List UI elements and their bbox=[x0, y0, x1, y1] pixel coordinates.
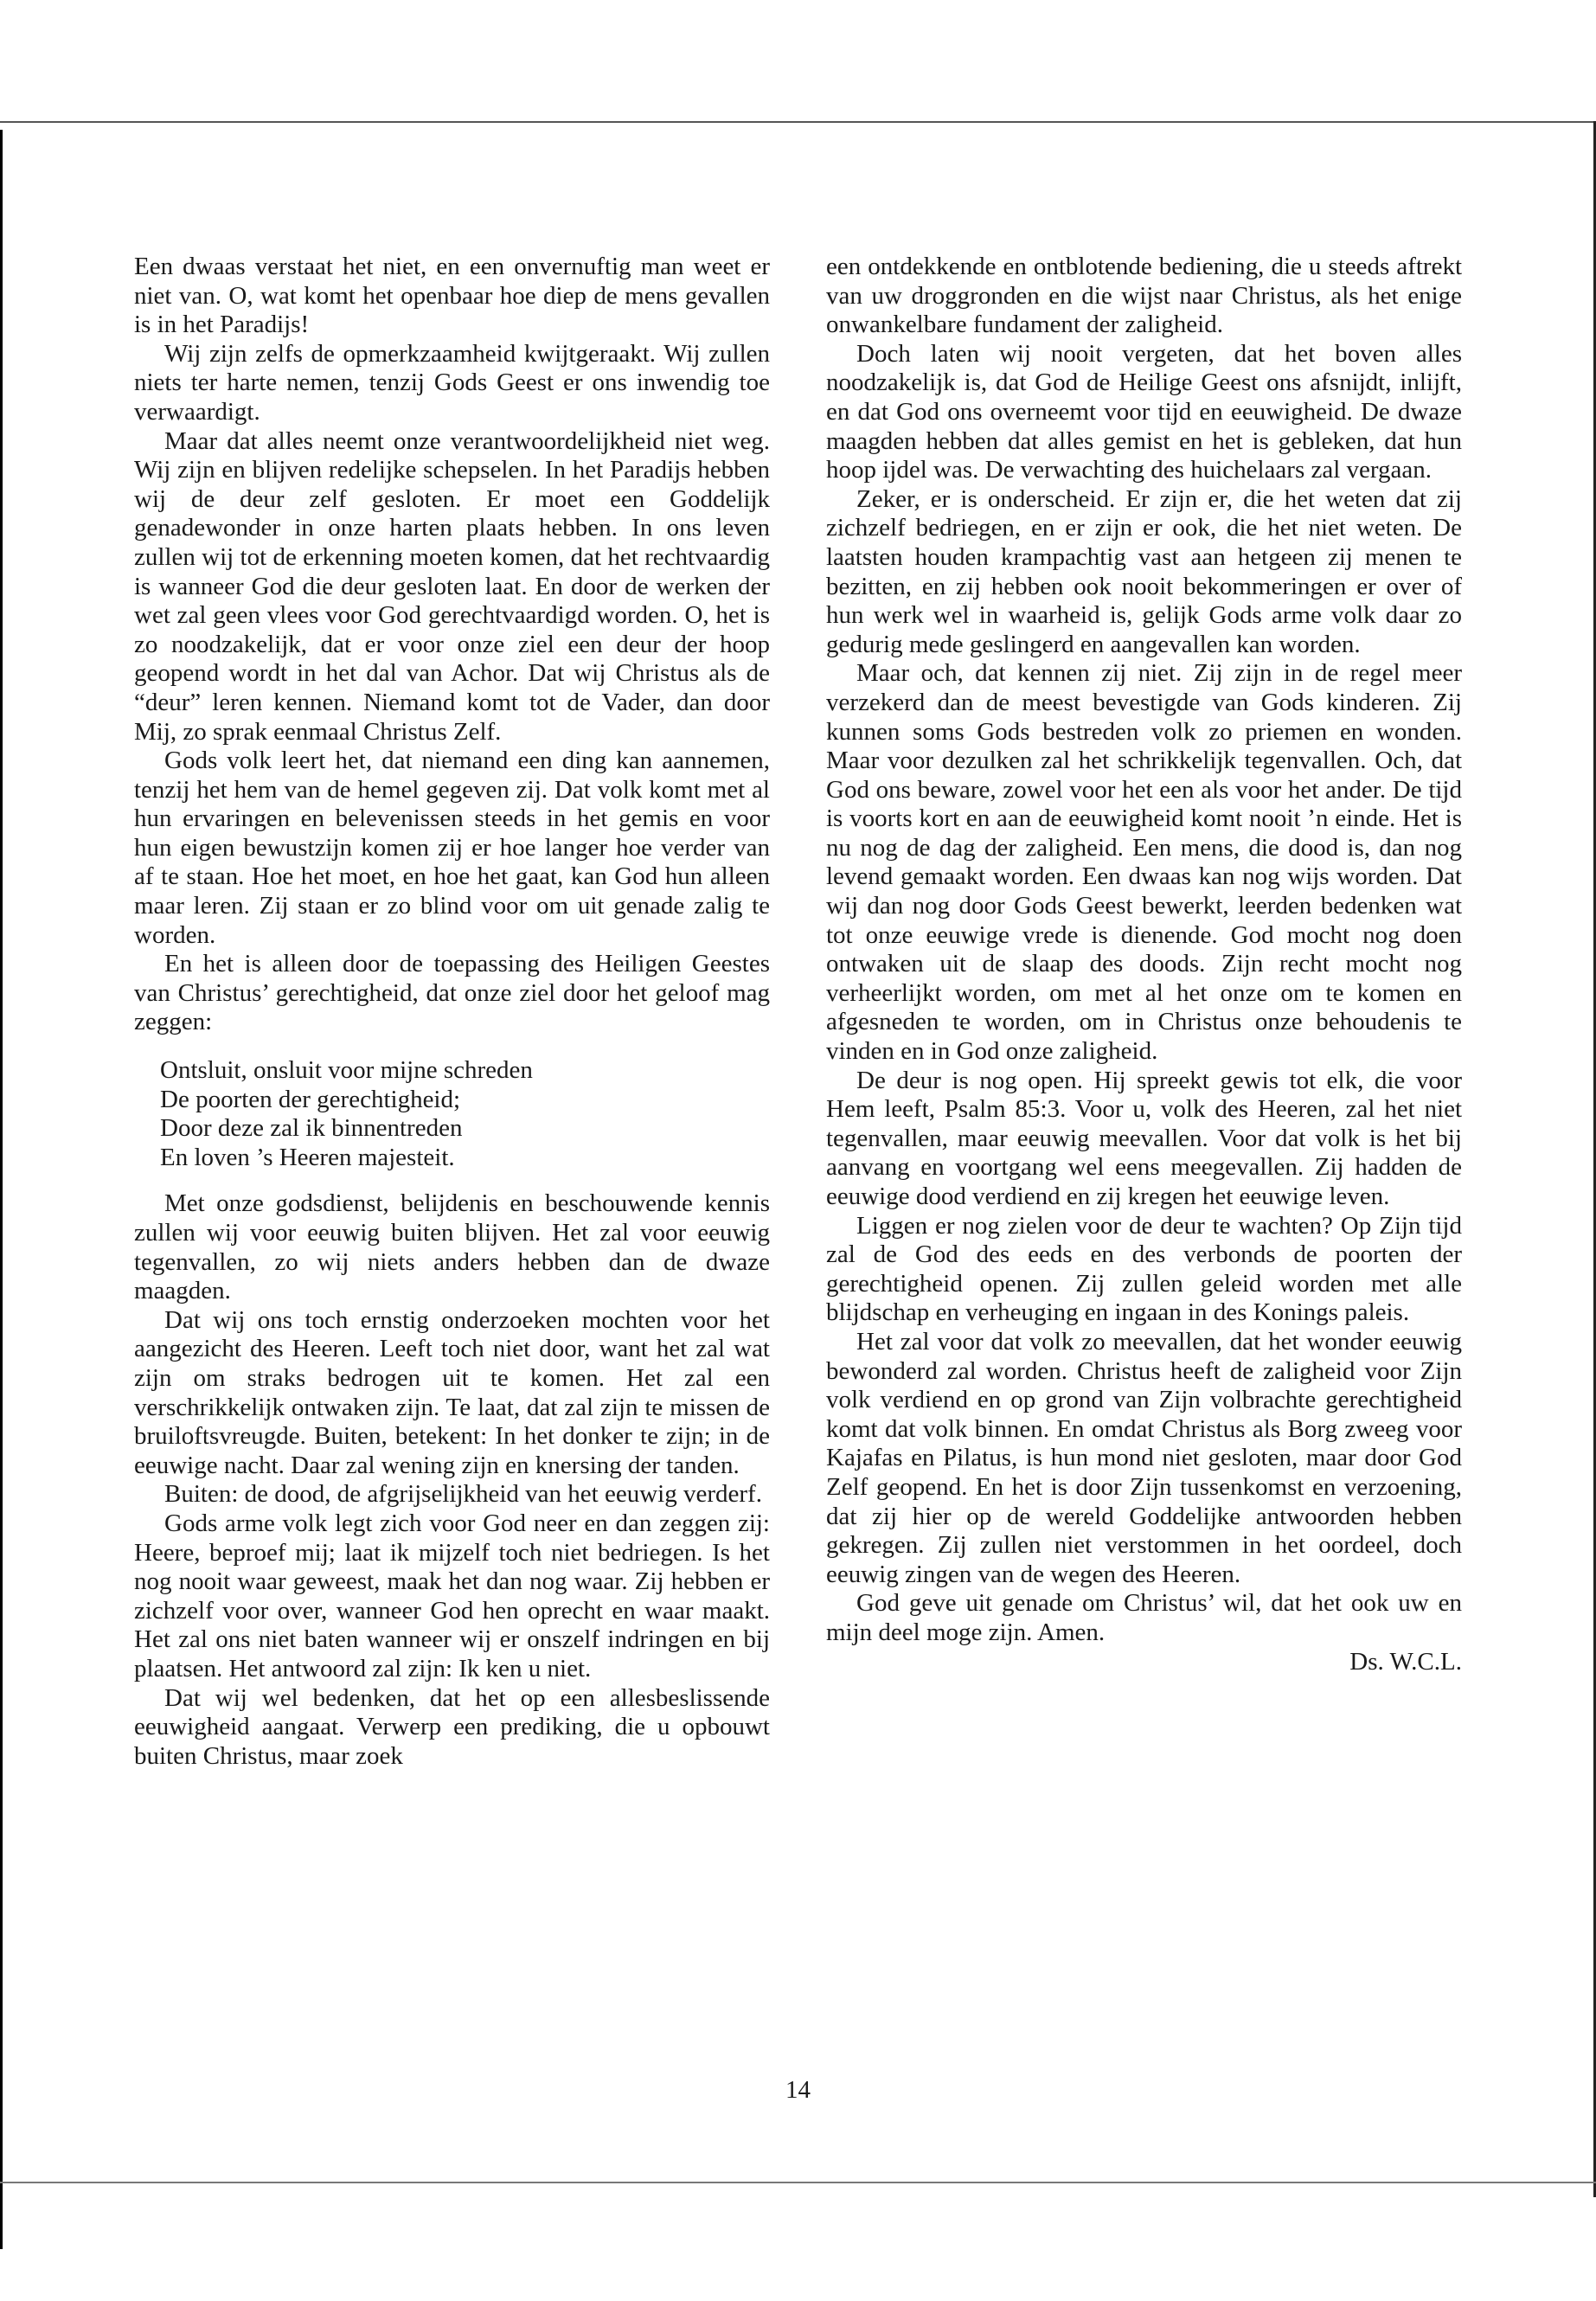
paragraph: een ontdekkende en ontblotende bediening, die u steeds aftrekt van uw droggronden en die wijst naar Christus, als het enige onwankelbare fundament der zaligheid. bbox=[826, 253, 1462, 339]
page-number: 14 bbox=[785, 2076, 811, 2104]
right-column bbox=[826, 253, 1462, 1676]
paragraph: God geve uit genade om Christus’ wil, dat het ook uw en mijn deel moge zijn. Amen. bbox=[826, 1589, 1462, 1646]
paragraph: Wij zijn zelfs de opmerkzaamheid kwijtgeraakt. Wij zullen niets ter harte nemen, tenzij Gods Geest er ons inwendig toe verwaardigt. bbox=[134, 339, 770, 426]
paragraph: Gods volk leert het, dat niemand een ding kan aannemen, tenzij het hem van de hemel gegeven zij. Dat volk komt met al hun ervaringen en belevenissen steeds in het gemis en voor hun eigen bewustzijn komen zij er hoe langer hoe verder van af te staan. Hoe het moet, en hoe het gaat, kan God hun alleen maar leren. Zij staan er zo blind voor om uit genade zalig te worden. bbox=[134, 747, 770, 949]
paragraph: Zeker, er is onderscheid. Er zijn er, die het weten dat zij zichzelf bedriegen, en er zijn er ook, die het niet weten. De laatsten houden krampachtig vast aan hetgeen zij menen te bezitten, en zij hebben ook nooit bekommeringen er over of hun werk wel in waarheid is, gelijk Gods arme volk daar zo gedurig mede geslingerd en aangevallen kan worden. bbox=[826, 484, 1462, 658]
top-edge-rule bbox=[0, 121, 1596, 123]
verse-line: De poorten der gerechtigheid; bbox=[160, 1085, 461, 1113]
paragraph: Liggen er nog zielen voor de deur te wachten? Op Zijn tijd zal de God des eeds en des verbonds de poorten der gerechtigheid openen. Zij zullen geleid worden met alle blijdschap en verheuging en ingaan in des Konings paleis. bbox=[826, 1211, 1462, 1327]
paragraph: Dat wij wel bedenken, dat het op een allesbeslissende eeuwigheid aangaat. Verwerp een prediking, die u opbouwt buiten Christus, maar zoek bbox=[134, 1683, 770, 1770]
paragraph: Doch laten wij nooit vergeten, dat het boven alles noodzakelijk is, dat God de Heilige Geest ons afsnijdt, inlijft, en dat God ons overneemt voor tijd en eeuwigheid. De dwaze maagden hebben dat alles gemist en het is gebleken, dat hun hoop ijdel was. De verwachting des huichelaars zal vergaan. bbox=[826, 339, 1462, 484]
verse-line: Ontsluit, onsluit voor mijne schreden bbox=[160, 1056, 533, 1085]
psalm-verse bbox=[160, 1056, 770, 1172]
paragraph: Een dwaas verstaat het niet, en een onvernuftig man weet er niet van. O, wat komt het openbaar hoe diep de mens gevallen is in het Paradijs! bbox=[134, 253, 770, 339]
left-column bbox=[134, 253, 770, 1771]
paragraph: En het is alleen door de toepassing des Heiligen Geestes van Christus’ gerechtigheid, dat onze ziel door het geloof mag zeggen: bbox=[134, 950, 770, 1036]
paragraph: Gods arme volk legt zich voor God neer en dan zeggen zij: Heere, beproef mij; laat ik mijzelf toch niet bedriegen. Is het nog nooit waar geweest, maak het dan nog waar. Zij hebben er zichzelf voor over, wanneer God hen oprecht en waar maakt. Het zal ons niet baten wanneer wij er onszelf indringen en bij plaatsen. Het antwoord zal zijn: Ik ken u niet. bbox=[134, 1509, 770, 1682]
bottom-edge-rule bbox=[0, 2182, 1596, 2183]
paragraph: Maar dat alles neemt onze verantwoordelijkheid niet weg. Wij zijn en blijven redelijke schepselen. In het Paradijs hebben wij de deur zelf gesloten. Er moet een Goddelijk genadewonder in onze harten plaats hebben. In ons leven zullen wij tot de erkenning moeten komen, dat het rechtvaardig is wanneer God die deur gesloten laat. En door de werken der wet zal geen vlees voor God gerechtvaardigd worden. O, het is zo noodzakelijk, dat er voor onze ziel een deur der hoop geopend wordt in het dal van Achor. Dat wij Christus als de “deur” leren kennen. Niemand komt tot de Vader, dan door Mij, zo sprak eenmaal Christus Zelf. bbox=[134, 426, 770, 746]
paragraph: De deur is nog open. Hij spreekt gewis tot elk, die voor Hem leeft, Psalm 85:3. Voor u, volk des Heeren, zal het niet tegenvallen, maar eeuwig meevallen. Voor dat volk is het bij aanvang en voortgang wel eens meegevallen. Zij hadden de eeuwige dood verdiend en zij kregen het eeuwige leven. bbox=[826, 1066, 1462, 1210]
paragraph: Het zal voor dat volk zo meevallen, dat het wonder eeuwig bewonderd zal worden. Christus heeft de zaligheid voor Zijn volk verdiend en op grond van Zijn volbrachte gerechtigheid komt dat volk binnen. En omdat Christus als Borg zweeg voor Kajafas en Pilatus, is hun mond niet gesloten, maar door God Zelf geopend. En het is door Zijn tussenkomst en verzoening, dat zij hier op de wereld Goddelijke antwoorden hebben gekregen. Zij zullen niet verstommen in het oordeel, doch eeuwig zingen van de wegen des Heeren. bbox=[826, 1327, 1462, 1588]
paragraph: Buiten: de dood, de afgrijselijkheid van het eeuwig verderf. bbox=[164, 1480, 762, 1509]
verse-line: En loven ’s Heeren majesteit. bbox=[160, 1143, 455, 1171]
verse-line: Door deze zal ik binnentreden bbox=[160, 1114, 463, 1143]
paragraph: Dat wij ons toch ernstig onderzoeken mochten voor het aangezicht des Heeren. Leeft toch niet door, want het zal wat zijn om straks bedrogen uit te komen. Het zal een verschrikkelijk ontwaken zijn. Te laat, dat zal zijn te missen de bruiloftsvreugde. Buiten, betekent: In het donker te zijn; in de eeuwige nacht. Daar zal wening zijn en knersing der tanden. bbox=[134, 1305, 770, 1479]
author-signature: Ds. W.C.L. bbox=[1349, 1647, 1462, 1676]
paragraph: Maar och, dat kennen zij niet. Zij zijn in de regel meer verzekerd dan de meest bevestigde van Gods kinderen. Zij kunnen soms Gods bestreden volk zo priemen en wonden. Maar voor dezulken zal het schrikkelijk tegenvallen. Och, dat God ons beware, zowel voor het een als voor het ander. De tijd is voorts kort en aan de eeuwigheid komt nooit ’n einde. Het is nu nog de dag der zaligheid. Een mens, die dood is, dan nog levend gemaakt worden. Een dwaas kan nog wijs worden. Dat wij dan nog door Gods Geest bewerkt, leerden bedenken wat tot onze eeuwige vrede is dienende. God mocht nog doen ontwaken uit de slaap des doods. Zijn recht mocht nog verheerlijkt worden, om met al het onze om te komen en afgesneden te worden, om in Christus onze behoudenis te vinden en in God onze zaligheid. bbox=[826, 659, 1462, 1066]
paragraph: Met onze godsdienst, belijdenis en beschouwende kennis zullen wij voor eeuwig buiten blijven. Het zal voor eeuwig tegenvallen, zo wij niets anders hebben dan de dwaze maagden. bbox=[134, 1189, 770, 1305]
left-scan-edge bbox=[0, 130, 3, 2249]
